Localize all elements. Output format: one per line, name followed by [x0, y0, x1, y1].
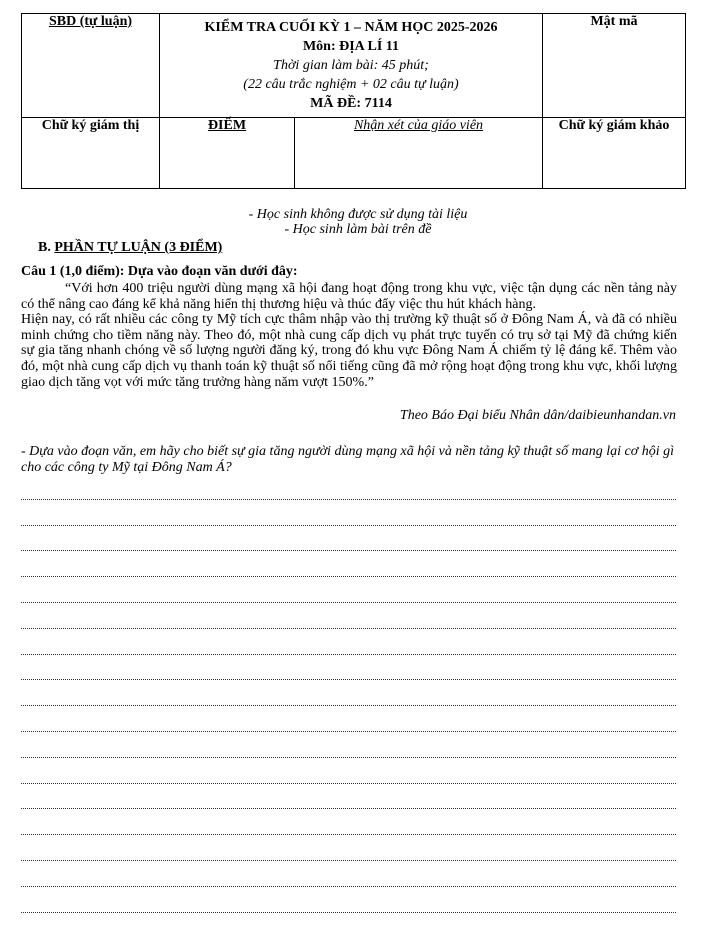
answer-line — [21, 887, 676, 913]
answer-line — [21, 603, 676, 629]
sbd-label: SBD (tự luận) — [48, 14, 133, 29]
secret-code-cell — [543, 14, 686, 118]
sbd-cell — [22, 14, 160, 118]
exam-question-count: (22 câu trắc nghiệm + 02 câu tự luận) — [243, 77, 459, 92]
proctor-signature-label: Chữ ký giám thị — [41, 118, 140, 133]
answer-line — [21, 577, 676, 603]
answer-lines — [21, 474, 676, 913]
examiner-signature-label: Chữ ký giám khảo — [558, 118, 670, 133]
score-label: ĐIỂM — [207, 118, 247, 133]
answer-line — [21, 861, 676, 887]
answer-line — [21, 629, 676, 655]
exam-notes — [0, 207, 716, 237]
passage-source: Theo Báo Đại biểu Nhân dân/daibieunhandan.vn — [399, 408, 676, 423]
exam-time: Thời gian làm bài: 45 phút; — [273, 58, 429, 73]
note-write-on-paper: - Học sinh làm bài trên đề — [284, 222, 432, 237]
answer-line — [21, 784, 676, 810]
teacher-comment-label: Nhận xét của giáo viên — [353, 118, 484, 133]
question-prompt: - Dựa vào đoạn văn, em hãy cho biết sự gia tăng người dùng mạng xã hội và nền tảng kỹ thuật số mang lại cơ hội gì cho các công ty Mỹ tại Đông Nam Á? — [21, 444, 674, 475]
answer-line — [21, 835, 676, 861]
note-no-materials: - Học sinh không được sử dụng tài liệu — [248, 207, 468, 222]
answer-line — [21, 680, 676, 706]
examiner-signature-cell — [543, 118, 686, 189]
score-cell — [160, 118, 295, 189]
question-passage — [21, 281, 677, 390]
answer-line — [21, 758, 676, 784]
passage-paragraph-1: “Với hơn 400 triệu người dùng mạng xã hội đang hoạt động trong khu vực, việc tận dụng các nền tảng này có thể nâng cao đáng kể khả năng hiển thị thương hiệu và thúc đẩy việc thu hút khách hàng. — [21, 281, 677, 312]
answer-line — [21, 500, 676, 526]
answer-line — [21, 732, 676, 758]
exam-code: MÃ ĐỀ: 7114 — [310, 96, 392, 111]
question-heading: Câu 1 (1,0 điểm): Dựa vào đoạn văn dưới đây: — [21, 264, 298, 279]
answer-line — [21, 551, 676, 577]
exam-info-cell — [160, 14, 543, 118]
answer-line — [21, 809, 676, 835]
answer-line — [21, 706, 676, 732]
section-heading: PHẦN TỰ LUẬN (3 ĐIỂM) — [54, 240, 223, 255]
proctor-signature-cell — [22, 118, 160, 189]
teacher-comment-cell — [295, 118, 543, 189]
section-prefix: B. — [38, 240, 55, 255]
section-title — [38, 240, 222, 256]
exam-title: KIỂM TRA CUỐI KỲ 1 – NĂM HỌC 2025-2026 — [204, 20, 498, 35]
answer-line — [21, 655, 676, 681]
exam-header-table — [21, 13, 686, 189]
answer-line — [21, 474, 676, 500]
exam-subject: Môn: ĐỊA LÍ 11 — [302, 39, 400, 54]
secret-code-label: Mật mã — [590, 14, 638, 29]
answer-line — [21, 526, 676, 552]
passage-paragraph-2: Hiện nay, có rất nhiều các công ty Mỹ tích cực thâm nhập vào thị trường kỹ thuật số ở Đông Nam Á, và đã có nhiều minh chứng cho tiềm năng này. Theo đó, một nhà cung cấp dịch vụ phát trực tuyến có trụ sở tại Mỹ đã chứng kiến sự gia tăng nhanh chóng về số lượng người đăng ký, trong đó khu vực Đông Nam Á chiếm tỷ lệ đáng kể. Thêm vào đó, một nhà cung cấp dịch vụ thanh toán kỹ thuật số nổi tiếng cũng đã mở rộng hoạt động trong khu vực, khối lượng giao dịch tăng vọt với mức tăng trưởng hàng năm vượt 150%.” — [21, 312, 677, 390]
